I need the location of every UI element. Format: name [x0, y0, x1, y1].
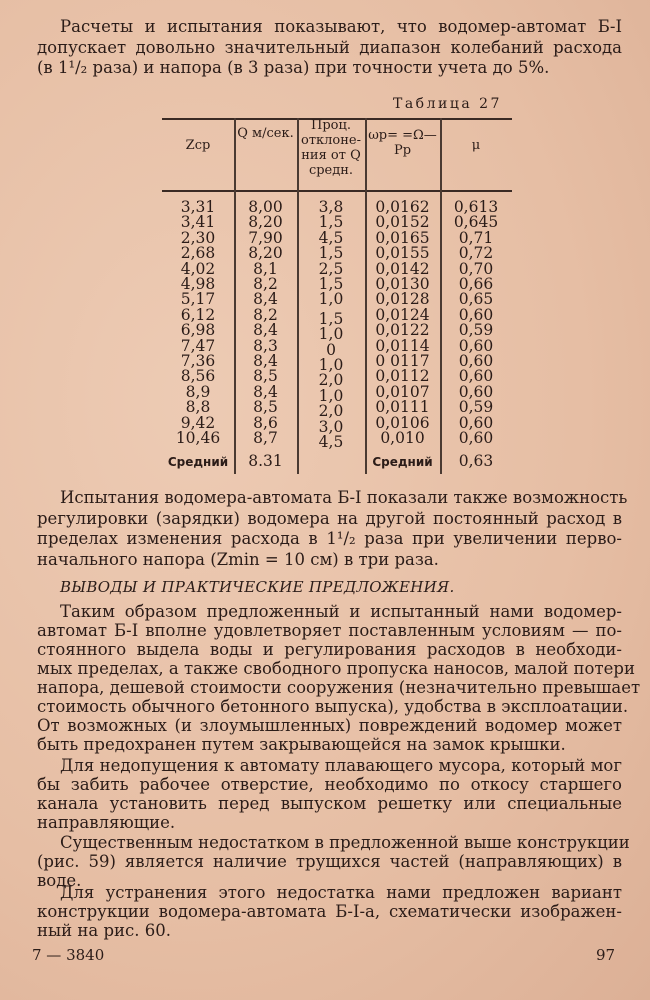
table-cell: 8,56	[180, 367, 216, 386]
table-cell: 0,60	[458, 413, 494, 432]
text-line: Испытания водомера-автомата Б-I показали также возможность	[60, 488, 628, 507]
table-cell: 0,60	[458, 382, 494, 401]
table-cell: 8,4	[253, 352, 278, 370]
table-cell: 0,0165	[375, 228, 430, 247]
table-cell: 8,5	[253, 367, 278, 386]
table-cell: 1,0	[318, 290, 344, 309]
table-cell: 5,17	[180, 290, 216, 309]
average-q: 8.31	[248, 452, 283, 470]
table-cell: 0,010	[380, 429, 425, 447]
text-line: воде.	[37, 871, 82, 890]
column-header: μ	[471, 138, 481, 153]
table-cell: 8,2	[253, 275, 278, 293]
table-cell: 2,0	[318, 402, 344, 421]
table-cell: 0 0117	[375, 352, 430, 370]
table-cell: 0,65	[458, 290, 494, 309]
table-cell: 7,36	[180, 352, 216, 370]
column-header: ωр= =Ω—Рр	[368, 128, 437, 158]
table-cell: 0,0142	[375, 259, 430, 278]
text-line: мых пределах, а также свободного пропуска наносов, малой потери	[37, 659, 635, 678]
table-cell: 0,0130	[375, 275, 430, 293]
text-line: От возможных (и злоумышленных) повреждений водомер может	[37, 716, 622, 735]
table-cell: 0,0111	[375, 398, 430, 417]
table-title: Таблица 27	[393, 96, 502, 112]
text-line: стоимость обычного бетонного выпуска), удобства в эксплоатации.	[37, 697, 629, 716]
table-cell: 4,02	[180, 259, 216, 278]
table-cell: 1,5	[318, 213, 344, 232]
table-cell: 8,3	[253, 336, 278, 355]
text-line: бы забить рабочее отверстие, необходимо по откосу старшего	[37, 775, 622, 794]
table-cell: 0,60	[458, 429, 494, 447]
table-cell: 7,90	[248, 228, 283, 247]
table-cell: 1,5	[318, 244, 344, 263]
table-cell: 0,71	[458, 228, 494, 247]
table-cell: 8,00	[248, 198, 283, 216]
text-line: автомат Б-I вполне удовлетворяет поставленным условиям — по-	[37, 621, 622, 640]
table-cell: 0,60	[458, 367, 494, 386]
table-cell: 2,68	[180, 244, 216, 263]
table-cell: 0,0128	[375, 290, 430, 309]
table-cell: 10,46	[175, 429, 221, 447]
table-cell: 4,5	[318, 433, 344, 451]
table-cell: 0,0122	[375, 321, 430, 340]
text-line: (в 1¹/₂ раза) и напора (в 3 раза) при точности учета до 5%.	[37, 58, 550, 77]
page-number: 97	[596, 946, 616, 964]
table-cell: 0,60	[458, 352, 494, 370]
table-cell: 1,0	[318, 325, 344, 344]
table-cell: 3,41	[180, 213, 216, 232]
table-cell: 3,0	[318, 417, 344, 436]
table-cell: 0,0162	[375, 198, 430, 216]
table-cell: 8,8	[185, 398, 211, 417]
column-header: Q м/сек.	[237, 126, 294, 141]
table-cell: 0,72	[458, 244, 494, 263]
text-line: Для недопущения к автомату плавающего мусора, который мог	[60, 756, 622, 775]
table-cell: 6,12	[180, 305, 216, 324]
table-cell: 0,0155	[375, 244, 430, 263]
table-cell: 1,0	[318, 356, 344, 374]
table-cell: 2,30	[180, 228, 216, 247]
text-line: Существенным недостатком в предложенной выше конструкции	[60, 833, 630, 852]
text-line: ный на рис. 60.	[37, 921, 171, 940]
table-cell: 0,59	[458, 398, 494, 417]
text-line: стоянного выдела воды и регулирования расходов в необходи-	[37, 640, 622, 659]
table-cell: 0	[326, 340, 336, 359]
text-line: быть предохранен путем закрывающейся на замок крышки.	[37, 735, 566, 754]
table-cell: 8,7	[253, 429, 278, 447]
table-cell: 0,60	[458, 305, 494, 324]
text-line: Для устранения этого недостатка нами предложен вариант	[60, 883, 622, 902]
average-mu: 0,63	[458, 452, 494, 470]
text-line: Таким образом предложенный и испытанный нами водомер-	[60, 602, 622, 621]
table-cell: 7,47	[180, 336, 216, 355]
table-cell: 2,0	[318, 371, 344, 390]
table-cell: 1,0	[318, 386, 344, 405]
text-line: Расчеты и испытания показывают, что водомер-автомат Б-I	[60, 17, 622, 36]
table-cell: 8,20	[248, 244, 283, 263]
table-cell: 0,0106	[375, 413, 430, 432]
data-table	[162, 118, 512, 474]
section-heading: ВЫВОДЫ И ПРАКТИЧЕСКИЕ ПРЕДЛОЖЕНИЯ.	[60, 578, 455, 596]
table-cell: 8,4	[253, 382, 278, 401]
text-line: конструкции водомера-автомата Б-I-а, схематически изображен-	[37, 902, 622, 921]
text-line: канала установить перед выпуском решетку или специальные	[37, 794, 622, 813]
table-cell: 8,5	[253, 398, 278, 417]
table-cell: 0,70	[458, 259, 494, 278]
table-cell: 3,31	[180, 198, 216, 216]
text-line: начального напора (Zmin = 10 см) в три раза.	[37, 549, 439, 569]
table-cell: 0,0152	[375, 213, 430, 232]
table-cell: 8,2	[253, 305, 278, 324]
table-cell: 1,5	[318, 309, 344, 328]
table-cell: 0,60	[458, 336, 494, 355]
table-cell: 0,0112	[375, 367, 430, 386]
table-cell: 2,5	[318, 259, 344, 278]
text-line: допускает довольно значительный диапазон колебаний расхода	[37, 37, 622, 57]
table-cell: 8,20	[248, 213, 283, 232]
table-cell: 8,1	[253, 259, 278, 278]
table-cell: 9,42	[180, 413, 216, 432]
average-label: Средний	[167, 455, 229, 469]
table-cell: 0,59	[458, 321, 494, 340]
table-cell: 8,4	[253, 321, 278, 340]
table-cell: 8,6	[253, 413, 278, 432]
table-cell: 0,645	[453, 213, 499, 232]
table-cell: 0,0124	[375, 305, 430, 324]
text-line: направляющие.	[37, 813, 176, 832]
text-line: напора, дешевой стоимости сооружения (незначительно превышает	[37, 678, 641, 697]
table-cell: 0,0114	[375, 336, 430, 355]
column-header: Zср	[185, 138, 211, 153]
table-cell: 3,8	[318, 198, 344, 216]
table-cell: 8,9	[185, 382, 211, 401]
table-cell: 0,613	[453, 198, 499, 216]
text-line: (рис. 59) является наличие трущихся частей (направляющих) в	[37, 852, 622, 871]
printer-signature: 7 — 3840	[32, 946, 105, 964]
table-cell: 0,66	[458, 275, 494, 293]
table-cell: 4,98	[180, 275, 216, 293]
table-cell: 6,98	[180, 321, 216, 340]
average-label: Средний	[372, 455, 433, 469]
column-header: Проц. отклоне- ния от Q средн.	[301, 118, 361, 178]
table-cell: 4,5	[318, 228, 344, 247]
text-line: пределах изменения расхода в 1¹/₂ раза при увеличении перво-	[37, 529, 622, 548]
table-cell: 0,0107	[375, 382, 430, 401]
table-cell: 1,5	[318, 275, 344, 293]
table-header-rule	[162, 190, 512, 192]
table-cell: 8,4	[253, 290, 278, 309]
text-line: регулировки (зарядки) водомера на другой постоянный расход в	[37, 508, 622, 528]
